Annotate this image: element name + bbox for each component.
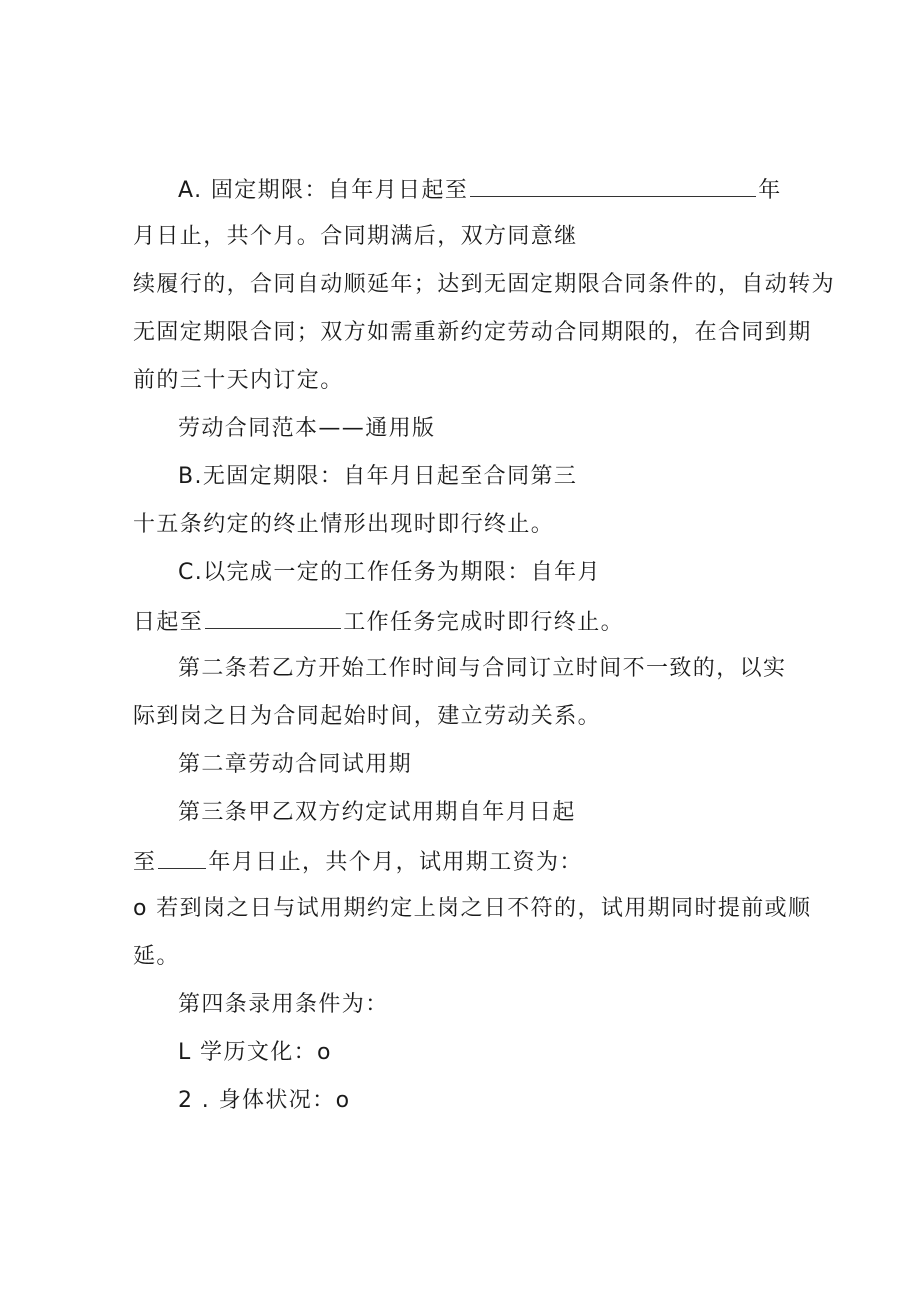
- text-line: 月日止，共个月。合同期满后，双方同意继: [133, 224, 578, 249]
- article-3: 第三条甲乙双方约定试用期自年月日起: [178, 800, 576, 825]
- article-4: 第四条录用条件为：: [178, 992, 389, 1017]
- text-line: 十五条约定的终止情形出现时即行终止。: [133, 512, 555, 537]
- clause-a-text: A. 固定期限：自年月日起至: [178, 178, 469, 203]
- line-prefix: 日起至: [133, 610, 204, 635]
- text-line: 续履行的，合同自动顺延年；达到无固定期限合同条件的，自动转为: [133, 272, 836, 297]
- text-line: 前的三十天内订定。: [133, 368, 344, 393]
- text-line: 无固定期限合同；双方如需重新约定劳动合同期限的，在合同到期: [133, 320, 812, 345]
- document-heading: 劳动合同范本——通用版: [178, 416, 436, 441]
- text-line: o 若到岗之日与试用期约定上岗之日不符的，试用期同时提前或顺: [133, 896, 812, 921]
- text-line: [133, 846, 803, 878]
- blank-line: [205, 606, 341, 629]
- clause-a-suffix: 年: [758, 178, 782, 203]
- clause-b-open-term: B.无固定期限：自年月日起至合同第三: [178, 464, 578, 489]
- line-suffix: 年月日止，共个月，试用期工资为：: [208, 850, 583, 875]
- clause-c-task-term: C.以完成一定的工作任务为期限：自年月: [178, 560, 601, 585]
- blank-line: [158, 846, 206, 869]
- condition-education: L 学历文化：o: [178, 1040, 332, 1065]
- line-prefix: 至: [133, 850, 157, 875]
- text-line: [133, 606, 803, 638]
- article-2: 第二条若乙方开始工作时间与合同订立时间不一致的，以实: [178, 656, 787, 681]
- text-line: 际到岗之日为合同起始时间，建立劳动关系。: [133, 704, 602, 729]
- condition-health: 2 . 身体状况：o: [178, 1088, 351, 1113]
- chapter-2-title: 第二章劳动合同试用期: [178, 752, 413, 777]
- text-line: 延。: [133, 944, 180, 969]
- blank-line: [470, 174, 756, 197]
- line-suffix: 工作任务完成时即行终止。: [343, 610, 625, 635]
- clause-a-fixed-term: [178, 174, 848, 206]
